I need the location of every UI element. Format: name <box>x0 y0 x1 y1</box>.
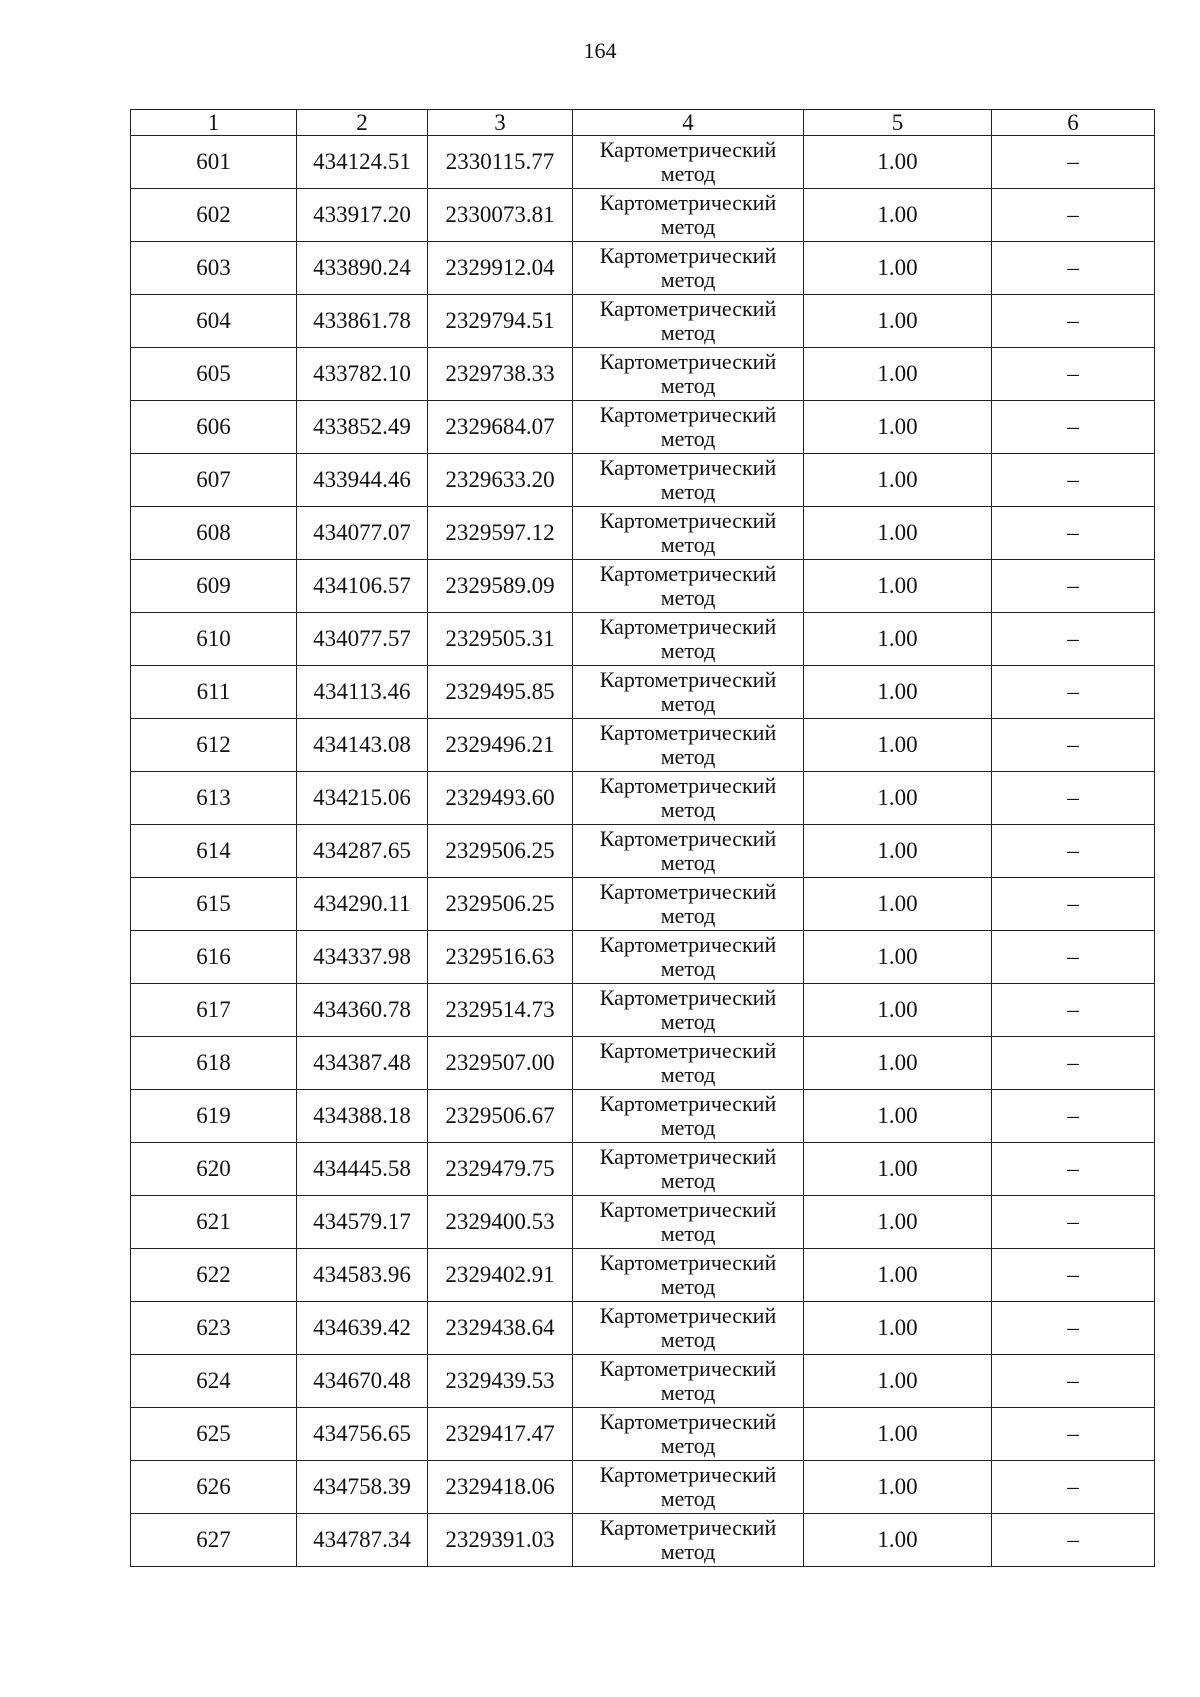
point-number-cell: 614 <box>131 825 297 878</box>
method-line-1: Картометрический <box>599 826 777 851</box>
method-cell <box>573 242 804 295</box>
precision-cell: 1.00 <box>804 666 992 719</box>
method-line-2: метод <box>660 638 716 663</box>
x-coordinate-cell: 434106.57 <box>297 560 428 613</box>
point-number-cell: 602 <box>131 189 297 242</box>
note-cell: – <box>992 295 1155 348</box>
method-line-1: Картометрический <box>599 1197 777 1222</box>
table-row <box>131 825 1155 878</box>
y-coordinate-cell: 2329439.53 <box>428 1355 573 1408</box>
method-line-1: Картометрический <box>599 561 777 586</box>
y-coordinate-cell: 2329516.63 <box>428 931 573 984</box>
method-line-2: метод <box>660 1433 716 1458</box>
y-coordinate-cell: 2329912.04 <box>428 242 573 295</box>
method-line-1: Картометрический <box>599 1038 777 1063</box>
point-number-cell: 606 <box>131 401 297 454</box>
table-row <box>131 560 1155 613</box>
precision-cell: 1.00 <box>804 454 992 507</box>
method-line-2: метод <box>660 479 716 504</box>
note-cell: – <box>992 136 1155 189</box>
method-line-2: метод <box>660 426 716 451</box>
x-coordinate-cell: 434360.78 <box>297 984 428 1037</box>
method-cell <box>573 1196 804 1249</box>
method-line-1: Картометрический <box>599 1409 777 1434</box>
y-coordinate-cell: 2329493.60 <box>428 772 573 825</box>
x-coordinate-cell: 433852.49 <box>297 401 428 454</box>
x-coordinate-cell: 433944.46 <box>297 454 428 507</box>
method-line-1: Картометрический <box>599 349 777 374</box>
precision-cell: 1.00 <box>804 136 992 189</box>
note-cell: – <box>992 560 1155 613</box>
y-coordinate-cell: 2329738.33 <box>428 348 573 401</box>
note-cell: – <box>992 189 1155 242</box>
precision-cell: 1.00 <box>804 1196 992 1249</box>
table-row <box>131 507 1155 560</box>
x-coordinate-cell: 434388.18 <box>297 1090 428 1143</box>
point-number-cell: 625 <box>131 1408 297 1461</box>
header-col-3: 3 <box>428 110 573 136</box>
x-coordinate-cell: 434639.42 <box>297 1302 428 1355</box>
point-number-cell: 610 <box>131 613 297 666</box>
method-cell <box>573 825 804 878</box>
y-coordinate-cell: 2329496.21 <box>428 719 573 772</box>
method-line-2: метод <box>660 1168 716 1193</box>
method-line-1: Картометрический <box>599 1462 777 1487</box>
x-coordinate-cell: 434445.58 <box>297 1143 428 1196</box>
method-cell <box>573 348 804 401</box>
method-line-1: Картометрический <box>599 137 777 162</box>
table-row <box>131 772 1155 825</box>
method-line-1: Картометрический <box>599 296 777 321</box>
method-line-2: метод <box>660 1539 716 1564</box>
x-coordinate-cell: 433917.20 <box>297 189 428 242</box>
table-row <box>131 878 1155 931</box>
note-cell: – <box>992 931 1155 984</box>
x-coordinate-cell: 434387.48 <box>297 1037 428 1090</box>
precision-cell: 1.00 <box>804 401 992 454</box>
method-line-2: метод <box>660 161 716 186</box>
method-cell <box>573 613 804 666</box>
method-cell <box>573 1355 804 1408</box>
method-cell <box>573 401 804 454</box>
precision-cell: 1.00 <box>804 1514 992 1567</box>
method-cell <box>573 560 804 613</box>
table-header <box>131 110 1155 136</box>
precision-cell: 1.00 <box>804 613 992 666</box>
coordinates-table <box>130 109 1155 1567</box>
table-row <box>131 348 1155 401</box>
method-cell <box>573 136 804 189</box>
precision-cell: 1.00 <box>804 1461 992 1514</box>
y-coordinate-cell: 2329438.64 <box>428 1302 573 1355</box>
method-cell <box>573 984 804 1037</box>
table-row <box>131 1355 1155 1408</box>
x-coordinate-cell: 433861.78 <box>297 295 428 348</box>
x-coordinate-cell: 433782.10 <box>297 348 428 401</box>
method-line-1: Картометрический <box>599 667 777 692</box>
table-row <box>131 984 1155 1037</box>
method-line-1: Картометрический <box>599 985 777 1010</box>
y-coordinate-cell: 2329506.67 <box>428 1090 573 1143</box>
x-coordinate-cell: 434787.34 <box>297 1514 428 1567</box>
note-cell: – <box>992 1249 1155 1302</box>
y-coordinate-cell: 2329506.25 <box>428 878 573 931</box>
header-col-5: 5 <box>804 110 992 136</box>
table-row <box>131 1461 1155 1514</box>
point-number-cell: 616 <box>131 931 297 984</box>
precision-cell: 1.00 <box>804 242 992 295</box>
precision-cell: 1.00 <box>804 719 992 772</box>
y-coordinate-cell: 2329505.31 <box>428 613 573 666</box>
precision-cell: 1.00 <box>804 560 992 613</box>
method-line-1: Картометрический <box>599 243 777 268</box>
precision-cell: 1.00 <box>804 878 992 931</box>
point-number-cell: 608 <box>131 507 297 560</box>
x-coordinate-cell: 434077.07 <box>297 507 428 560</box>
x-coordinate-cell: 433890.24 <box>297 242 428 295</box>
method-line-2: метод <box>660 1009 716 1034</box>
precision-cell: 1.00 <box>804 1249 992 1302</box>
x-coordinate-cell: 434143.08 <box>297 719 428 772</box>
method-cell <box>573 1408 804 1461</box>
precision-cell: 1.00 <box>804 1143 992 1196</box>
x-coordinate-cell: 434215.06 <box>297 772 428 825</box>
method-line-2: метод <box>660 267 716 292</box>
y-coordinate-cell: 2329479.75 <box>428 1143 573 1196</box>
method-line-1: Картометрический <box>599 1250 777 1275</box>
method-line-2: метод <box>660 1062 716 1087</box>
y-coordinate-cell: 2329507.00 <box>428 1037 573 1090</box>
point-number-cell: 601 <box>131 136 297 189</box>
precision-cell: 1.00 <box>804 507 992 560</box>
x-coordinate-cell: 434670.48 <box>297 1355 428 1408</box>
note-cell: – <box>992 242 1155 295</box>
note-cell: – <box>992 1355 1155 1408</box>
method-line-2: метод <box>660 585 716 610</box>
method-cell <box>573 1249 804 1302</box>
method-line-2: метод <box>660 956 716 981</box>
y-coordinate-cell: 2329597.12 <box>428 507 573 560</box>
point-number-cell: 607 <box>131 454 297 507</box>
note-cell: – <box>992 1037 1155 1090</box>
y-coordinate-cell: 2329506.25 <box>428 825 573 878</box>
method-line-1: Картометрический <box>599 455 777 480</box>
method-line-2: метод <box>660 214 716 239</box>
note-cell: – <box>992 1302 1155 1355</box>
precision-cell: 1.00 <box>804 1302 992 1355</box>
x-coordinate-cell: 434583.96 <box>297 1249 428 1302</box>
method-line-2: метод <box>660 744 716 769</box>
method-line-1: Картометрический <box>599 1515 777 1540</box>
method-line-2: метод <box>660 1274 716 1299</box>
table-row <box>131 136 1155 189</box>
method-line-2: метод <box>660 1327 716 1352</box>
method-cell <box>573 295 804 348</box>
table-row <box>131 1302 1155 1355</box>
precision-cell: 1.00 <box>804 348 992 401</box>
method-line-1: Картометрический <box>599 773 777 798</box>
note-cell: – <box>992 1514 1155 1567</box>
note-cell: – <box>992 772 1155 825</box>
method-line-1: Картометрический <box>599 1303 777 1328</box>
table-row <box>131 1037 1155 1090</box>
x-coordinate-cell: 434124.51 <box>297 136 428 189</box>
point-number-cell: 621 <box>131 1196 297 1249</box>
x-coordinate-cell: 434337.98 <box>297 931 428 984</box>
y-coordinate-cell: 2329514.73 <box>428 984 573 1037</box>
method-line-2: метод <box>660 1486 716 1511</box>
precision-cell: 1.00 <box>804 295 992 348</box>
table-row <box>131 242 1155 295</box>
method-line-2: метод <box>660 373 716 398</box>
header-row <box>131 110 1155 136</box>
y-coordinate-cell: 2329400.53 <box>428 1196 573 1249</box>
method-line-1: Картометрический <box>599 1356 777 1381</box>
method-line-1: Картометрический <box>599 614 777 639</box>
table-row <box>131 1514 1155 1567</box>
table-row <box>131 1408 1155 1461</box>
y-coordinate-cell: 2329402.91 <box>428 1249 573 1302</box>
point-number-cell: 624 <box>131 1355 297 1408</box>
header-col-2: 2 <box>297 110 428 136</box>
method-cell <box>573 1461 804 1514</box>
precision-cell: 1.00 <box>804 1090 992 1143</box>
note-cell: – <box>992 454 1155 507</box>
header-col-4: 4 <box>573 110 804 136</box>
method-line-1: Картометрический <box>599 879 777 904</box>
point-number-cell: 622 <box>131 1249 297 1302</box>
y-coordinate-cell: 2329589.09 <box>428 560 573 613</box>
table-row <box>131 613 1155 666</box>
y-coordinate-cell: 2329391.03 <box>428 1514 573 1567</box>
point-number-cell: 623 <box>131 1302 297 1355</box>
y-coordinate-cell: 2329418.06 <box>428 1461 573 1514</box>
point-number-cell: 619 <box>131 1090 297 1143</box>
point-number-cell: 611 <box>131 666 297 719</box>
method-cell <box>573 507 804 560</box>
method-line-2: метод <box>660 320 716 345</box>
table-row <box>131 931 1155 984</box>
y-coordinate-cell: 2330073.81 <box>428 189 573 242</box>
note-cell: – <box>992 666 1155 719</box>
note-cell: – <box>992 507 1155 560</box>
precision-cell: 1.00 <box>804 189 992 242</box>
point-number-cell: 626 <box>131 1461 297 1514</box>
page-number: 164 <box>583 38 617 63</box>
method-cell <box>573 1514 804 1567</box>
point-number-cell: 604 <box>131 295 297 348</box>
point-number-cell: 609 <box>131 560 297 613</box>
method-line-1: Картометрический <box>599 1091 777 1116</box>
method-line-2: метод <box>660 797 716 822</box>
precision-cell: 1.00 <box>804 1355 992 1408</box>
method-cell <box>573 666 804 719</box>
point-number-cell: 612 <box>131 719 297 772</box>
method-line-2: метод <box>660 691 716 716</box>
note-cell: – <box>992 1408 1155 1461</box>
method-cell <box>573 454 804 507</box>
table-row <box>131 1249 1155 1302</box>
table-row <box>131 454 1155 507</box>
precision-cell: 1.00 <box>804 772 992 825</box>
point-number-cell: 618 <box>131 1037 297 1090</box>
x-coordinate-cell: 434290.11 <box>297 878 428 931</box>
x-coordinate-cell: 434756.65 <box>297 1408 428 1461</box>
method-cell <box>573 1090 804 1143</box>
method-line-1: Картометрический <box>599 508 777 533</box>
method-cell <box>573 878 804 931</box>
point-number-cell: 620 <box>131 1143 297 1196</box>
table-row <box>131 1196 1155 1249</box>
method-cell <box>573 772 804 825</box>
method-cell <box>573 1037 804 1090</box>
precision-cell: 1.00 <box>804 1408 992 1461</box>
note-cell: – <box>992 984 1155 1037</box>
method-cell <box>573 719 804 772</box>
point-number-cell: 613 <box>131 772 297 825</box>
method-line-1: Картометрический <box>599 1144 777 1169</box>
method-cell <box>573 931 804 984</box>
y-coordinate-cell: 2329495.85 <box>428 666 573 719</box>
method-line-2: метод <box>660 1115 716 1140</box>
y-coordinate-cell: 2330115.77 <box>428 136 573 189</box>
y-coordinate-cell: 2329633.20 <box>428 454 573 507</box>
method-line-1: Картометрический <box>599 190 777 215</box>
note-cell: – <box>992 1196 1155 1249</box>
note-cell: – <box>992 825 1155 878</box>
method-line-1: Картометрический <box>599 402 777 427</box>
table-row <box>131 1090 1155 1143</box>
precision-cell: 1.00 <box>804 984 992 1037</box>
point-number-cell: 615 <box>131 878 297 931</box>
note-cell: – <box>992 719 1155 772</box>
table-row <box>131 295 1155 348</box>
header-col-1: 1 <box>131 110 297 136</box>
y-coordinate-cell: 2329684.07 <box>428 401 573 454</box>
method-line-2: метод <box>660 1221 716 1246</box>
note-cell: – <box>992 348 1155 401</box>
y-coordinate-cell: 2329417.47 <box>428 1408 573 1461</box>
table-row <box>131 1143 1155 1196</box>
table-row <box>131 719 1155 772</box>
method-line-2: метод <box>660 850 716 875</box>
method-cell <box>573 1302 804 1355</box>
table-row <box>131 401 1155 454</box>
method-line-1: Картометрический <box>599 720 777 745</box>
point-number-cell: 617 <box>131 984 297 1037</box>
point-number-cell: 603 <box>131 242 297 295</box>
x-coordinate-cell: 434077.57 <box>297 613 428 666</box>
note-cell: – <box>992 878 1155 931</box>
y-coordinate-cell: 2329794.51 <box>428 295 573 348</box>
point-number-cell: 627 <box>131 1514 297 1567</box>
point-number-cell: 605 <box>131 348 297 401</box>
method-line-2: метод <box>660 1380 716 1405</box>
precision-cell: 1.00 <box>804 931 992 984</box>
x-coordinate-cell: 434758.39 <box>297 1461 428 1514</box>
method-line-2: метод <box>660 903 716 928</box>
note-cell: – <box>992 401 1155 454</box>
method-cell <box>573 189 804 242</box>
method-line-2: метод <box>660 532 716 557</box>
x-coordinate-cell: 434113.46 <box>297 666 428 719</box>
table-row <box>131 666 1155 719</box>
note-cell: – <box>992 1461 1155 1514</box>
method-cell <box>573 1143 804 1196</box>
precision-cell: 1.00 <box>804 1037 992 1090</box>
method-line-1: Картометрический <box>599 932 777 957</box>
precision-cell: 1.00 <box>804 825 992 878</box>
note-cell: – <box>992 1143 1155 1196</box>
note-cell: – <box>992 613 1155 666</box>
table-row <box>131 189 1155 242</box>
table-body <box>131 136 1155 1567</box>
header-col-6: 6 <box>992 110 1155 136</box>
x-coordinate-cell: 434579.17 <box>297 1196 428 1249</box>
note-cell: – <box>992 1090 1155 1143</box>
x-coordinate-cell: 434287.65 <box>297 825 428 878</box>
